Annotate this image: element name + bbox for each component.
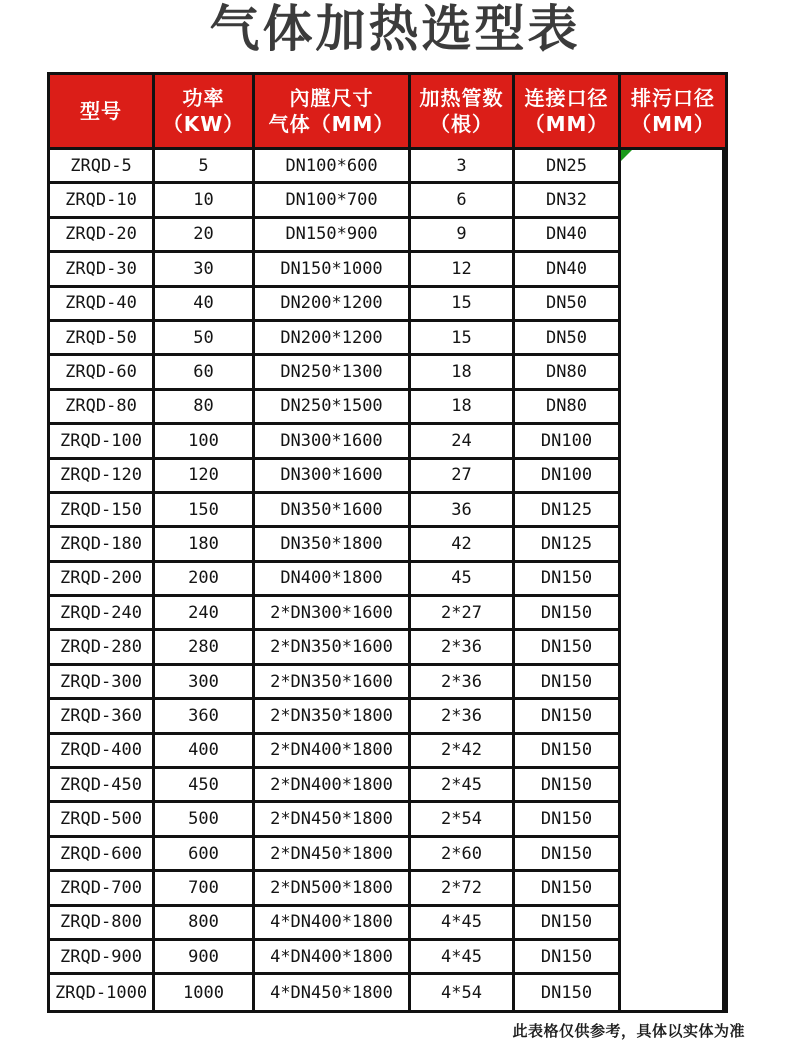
cell-power-kw: 800 bbox=[155, 907, 255, 941]
cell-connection-diameter: DN150 bbox=[515, 597, 621, 631]
header-label: （MM） bbox=[631, 112, 715, 136]
header-label: 连接口径 bbox=[524, 86, 609, 110]
cell-tube-count: 2*36 bbox=[411, 666, 515, 700]
header-label: 气体（MM） bbox=[268, 112, 395, 136]
header-cell-power bbox=[155, 75, 255, 150]
cell-corner-marker-icon bbox=[621, 150, 632, 161]
cell-tube-count: 2*45 bbox=[411, 769, 515, 803]
cell-chamber-size: DN300*1600 bbox=[255, 425, 411, 459]
cell-tube-count: 18 bbox=[411, 356, 515, 390]
cell-power-kw: 100 bbox=[155, 425, 255, 459]
cell-chamber-size: 2*DN500*1800 bbox=[255, 872, 411, 906]
cell-power-kw: 200 bbox=[155, 563, 255, 597]
cell-connection-diameter: DN150 bbox=[515, 907, 621, 941]
cell-connection-diameter: DN150 bbox=[515, 666, 621, 700]
cell-connection-diameter: DN40 bbox=[515, 219, 621, 253]
cell-tube-count: 2*72 bbox=[411, 872, 515, 906]
cell-connection-diameter: DN150 bbox=[515, 631, 621, 665]
header-label: （MM） bbox=[524, 112, 609, 136]
cell-chamber-size: 2*DN450*1800 bbox=[255, 803, 411, 837]
cell-model: ZRQD-100 bbox=[50, 425, 155, 459]
cell-chamber-size: 2*DN400*1800 bbox=[255, 735, 411, 769]
cell-tube-count: 12 bbox=[411, 253, 515, 287]
cell-chamber-size: 4*DN400*1800 bbox=[255, 907, 411, 941]
cell-tube-count: 2*36 bbox=[411, 700, 515, 734]
cell-model: ZRQD-240 bbox=[50, 597, 155, 631]
cell-model: ZRQD-5 bbox=[50, 150, 155, 184]
header-label: （根） bbox=[430, 112, 493, 136]
cell-power-kw: 40 bbox=[155, 288, 255, 322]
cell-model: ZRQD-500 bbox=[50, 803, 155, 837]
cell-power-kw: 150 bbox=[155, 494, 255, 528]
cell-chamber-size: DN400*1800 bbox=[255, 563, 411, 597]
cell-chamber-size: DN200*1200 bbox=[255, 288, 411, 322]
cell-power-kw: 1000 bbox=[155, 975, 255, 1009]
cell-tube-count: 2*54 bbox=[411, 803, 515, 837]
cell-tube-count: 6 bbox=[411, 184, 515, 218]
cell-power-kw: 120 bbox=[155, 460, 255, 494]
cell-model: ZRQD-10 bbox=[50, 184, 155, 218]
cell-tube-count: 4*45 bbox=[411, 941, 515, 975]
cell-tube-count: 15 bbox=[411, 288, 515, 322]
cell-power-kw: 360 bbox=[155, 700, 255, 734]
cell-power-kw: 450 bbox=[155, 769, 255, 803]
cell-model: ZRQD-40 bbox=[50, 288, 155, 322]
header-cell-connection-diameter bbox=[515, 75, 621, 150]
cell-model: ZRQD-360 bbox=[50, 700, 155, 734]
cell-power-kw: 900 bbox=[155, 941, 255, 975]
cell-model: ZRQD-30 bbox=[50, 253, 155, 287]
cell-model: ZRQD-280 bbox=[50, 631, 155, 665]
cell-connection-diameter: DN125 bbox=[515, 494, 621, 528]
cell-chamber-size: 4*DN400*1800 bbox=[255, 941, 411, 975]
cell-power-kw: 10 bbox=[155, 184, 255, 218]
cell-power-kw: 240 bbox=[155, 597, 255, 631]
footnote: 此表格仅供参考，具体以实体为准 bbox=[512, 1022, 745, 1040]
cell-tube-count: 36 bbox=[411, 494, 515, 528]
cell-tube-count: 4*54 bbox=[411, 975, 515, 1009]
cell-chamber-size: 2*DN350*1800 bbox=[255, 700, 411, 734]
cell-model: ZRQD-400 bbox=[50, 735, 155, 769]
cell-power-kw: 600 bbox=[155, 838, 255, 872]
header-cell-model bbox=[50, 75, 155, 150]
cell-model: ZRQD-60 bbox=[50, 356, 155, 390]
cell-chamber-size: DN300*1600 bbox=[255, 460, 411, 494]
header-label: 加热管数 bbox=[419, 86, 504, 110]
cell-connection-diameter: DN150 bbox=[515, 735, 621, 769]
header-label: 功率 bbox=[182, 86, 225, 110]
cell-tube-count: 3 bbox=[411, 150, 515, 184]
cell-chamber-size: 2*DN400*1800 bbox=[255, 769, 411, 803]
cell-tube-count: 2*60 bbox=[411, 838, 515, 872]
cell-chamber-size: DN150*900 bbox=[255, 219, 411, 253]
cell-tube-count: 45 bbox=[411, 563, 515, 597]
spec-table bbox=[47, 72, 728, 1013]
cell-power-kw: 60 bbox=[155, 356, 255, 390]
cell-model: ZRQD-200 bbox=[50, 563, 155, 597]
cell-power-kw: 30 bbox=[155, 253, 255, 287]
cell-connection-diameter: DN100 bbox=[515, 425, 621, 459]
cell-chamber-size: DN100*700 bbox=[255, 184, 411, 218]
cell-connection-diameter: DN150 bbox=[515, 838, 621, 872]
cell-chamber-size: DN250*1300 bbox=[255, 356, 411, 390]
cell-connection-diameter: DN150 bbox=[515, 803, 621, 837]
header-label: 型号 bbox=[80, 99, 122, 123]
cell-power-kw: 50 bbox=[155, 322, 255, 356]
cell-connection-diameter: DN150 bbox=[515, 563, 621, 597]
cell-tube-count: 9 bbox=[411, 219, 515, 253]
cell-model: ZRQD-150 bbox=[50, 494, 155, 528]
header-cell-tube-count bbox=[411, 75, 515, 150]
page-title: 气体加热选型表 bbox=[209, 0, 581, 58]
cell-connection-diameter: DN32 bbox=[515, 184, 621, 218]
cell-connection-diameter: DN150 bbox=[515, 975, 621, 1009]
cell-tube-count: 4*45 bbox=[411, 907, 515, 941]
cell-chamber-size: DN350*1600 bbox=[255, 494, 411, 528]
header-label: 內膛尺寸 bbox=[289, 86, 374, 110]
cell-chamber-size: DN200*1200 bbox=[255, 322, 411, 356]
cell-chamber-size: 2*DN450*1800 bbox=[255, 838, 411, 872]
header-label: （KW） bbox=[162, 112, 245, 136]
cell-model: ZRQD-450 bbox=[50, 769, 155, 803]
cell-power-kw: 400 bbox=[155, 735, 255, 769]
cell-model: ZRQD-180 bbox=[50, 528, 155, 562]
cell-tube-count: 18 bbox=[411, 391, 515, 425]
cell-connection-diameter: DN150 bbox=[515, 872, 621, 906]
cell-connection-diameter: DN125 bbox=[515, 528, 621, 562]
cell-power-kw: 5 bbox=[155, 150, 255, 184]
cell-model: ZRQD-20 bbox=[50, 219, 155, 253]
cell-connection-diameter: DN150 bbox=[515, 941, 621, 975]
cell-connection-diameter: DN50 bbox=[515, 322, 621, 356]
cell-chamber-size: 4*DN450*1800 bbox=[255, 975, 411, 1009]
cell-connection-diameter: DN25 bbox=[515, 150, 621, 184]
cell-power-kw: 280 bbox=[155, 631, 255, 665]
cell-connection-diameter: DN100 bbox=[515, 460, 621, 494]
cell-tube-count: 2*27 bbox=[411, 597, 515, 631]
cell-power-kw: 180 bbox=[155, 528, 255, 562]
cell-power-kw: 20 bbox=[155, 219, 255, 253]
cell-chamber-size: DN350*1800 bbox=[255, 528, 411, 562]
cell-model: ZRQD-300 bbox=[50, 666, 155, 700]
cell-connection-diameter: DN50 bbox=[515, 288, 621, 322]
cell-power-kw: 300 bbox=[155, 666, 255, 700]
header-cell-drain-diameter bbox=[621, 75, 725, 150]
cell-chamber-size: 2*DN350*1600 bbox=[255, 631, 411, 665]
cell-tube-count: 27 bbox=[411, 460, 515, 494]
cell-model: ZRQD-800 bbox=[50, 907, 155, 941]
cell-connection-diameter: DN80 bbox=[515, 356, 621, 390]
cell-connection-diameter: DN80 bbox=[515, 391, 621, 425]
header-label: 排污口径 bbox=[631, 86, 715, 110]
cell-chamber-size: DN100*600 bbox=[255, 150, 411, 184]
cell-tube-count: 15 bbox=[411, 322, 515, 356]
cell-tube-count: 2*42 bbox=[411, 735, 515, 769]
cell-chamber-size: 2*DN350*1600 bbox=[255, 666, 411, 700]
cell-model: ZRQD-80 bbox=[50, 391, 155, 425]
cell-model: ZRQD-120 bbox=[50, 460, 155, 494]
cell-chamber-size: 2*DN300*1600 bbox=[255, 597, 411, 631]
cell-model: ZRQD-700 bbox=[50, 872, 155, 906]
cell-chamber-size: DN150*1000 bbox=[255, 253, 411, 287]
drain-column-merged-cell bbox=[621, 150, 725, 1010]
cell-model: ZRQD-50 bbox=[50, 322, 155, 356]
cell-connection-diameter: DN40 bbox=[515, 253, 621, 287]
header-cell-chamber-size bbox=[255, 75, 411, 150]
cell-tube-count: 42 bbox=[411, 528, 515, 562]
cell-power-kw: 500 bbox=[155, 803, 255, 837]
cell-chamber-size: DN250*1500 bbox=[255, 391, 411, 425]
cell-connection-diameter: DN150 bbox=[515, 769, 621, 803]
cell-connection-diameter: DN150 bbox=[515, 700, 621, 734]
cell-power-kw: 700 bbox=[155, 872, 255, 906]
cell-power-kw: 80 bbox=[155, 391, 255, 425]
cell-model: ZRQD-1000 bbox=[50, 975, 155, 1009]
cell-model: ZRQD-600 bbox=[50, 838, 155, 872]
cell-model: ZRQD-900 bbox=[50, 941, 155, 975]
cell-tube-count: 24 bbox=[411, 425, 515, 459]
cell-tube-count: 2*36 bbox=[411, 631, 515, 665]
